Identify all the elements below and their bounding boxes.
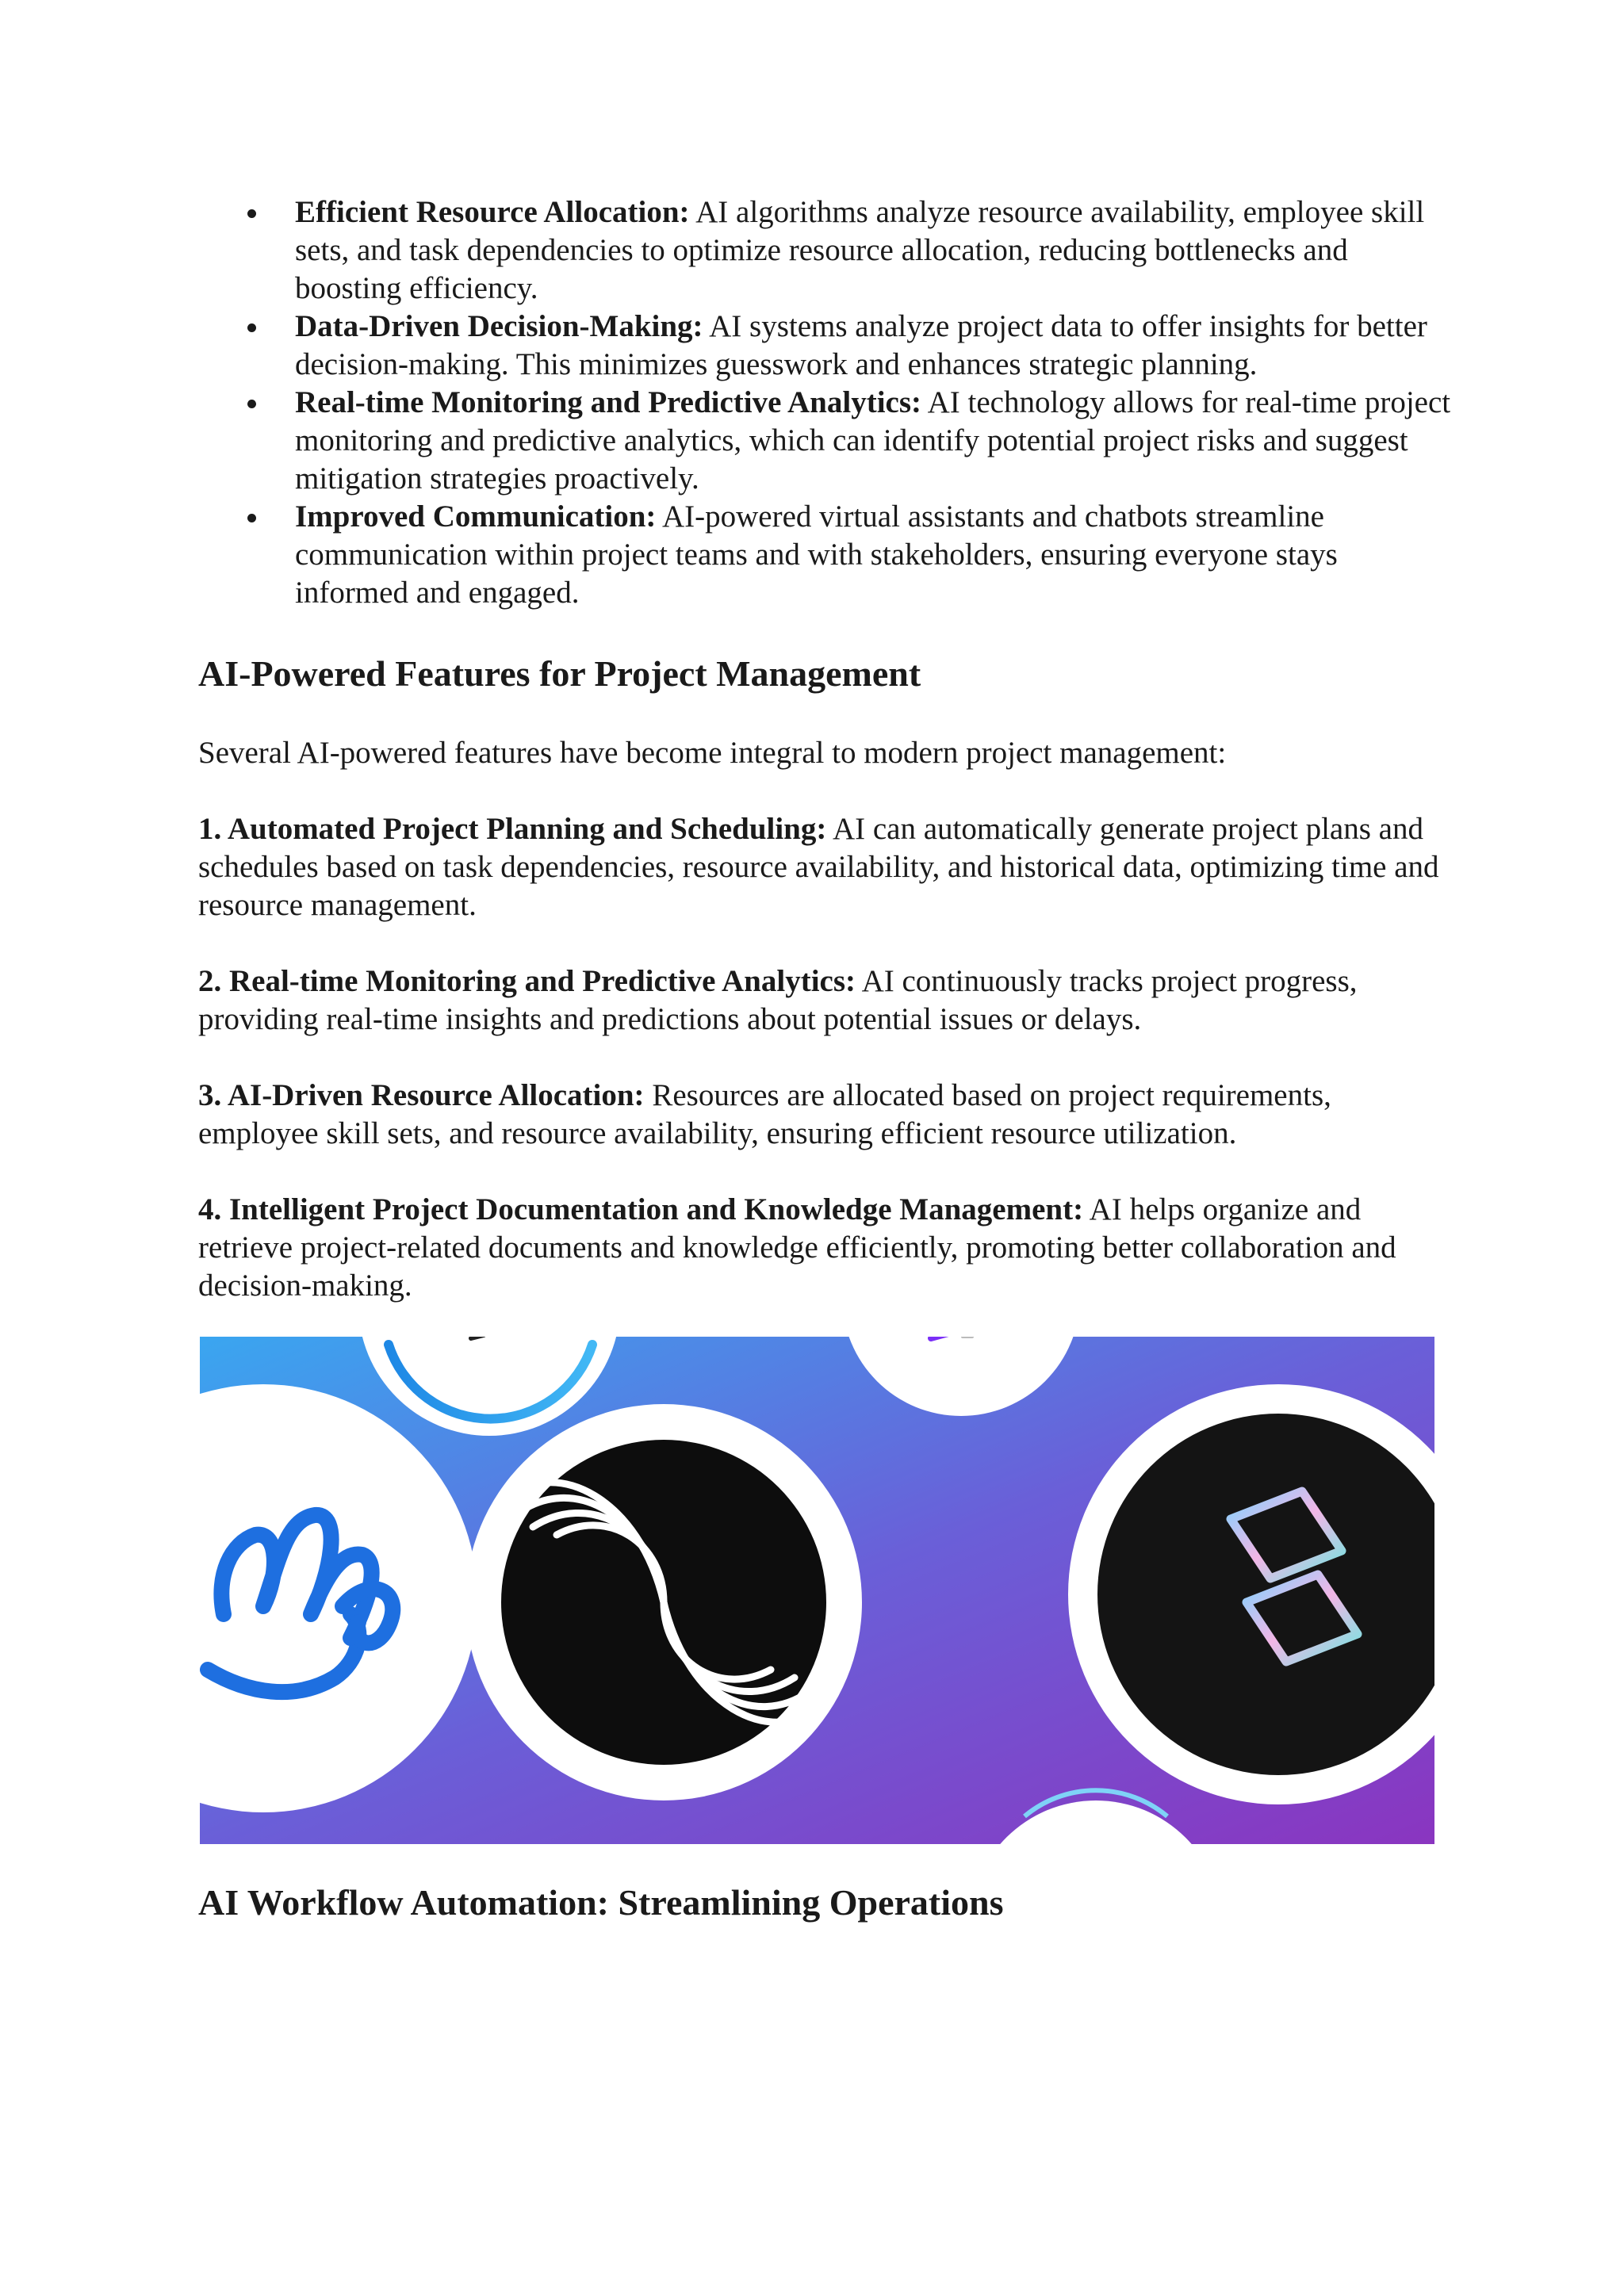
list-item xyxy=(198,308,1451,384)
feature-title: 3. AI-Driven Resource Allocation: xyxy=(198,1078,645,1112)
feature-title: 1. Automated Project Planning and Scheduling: xyxy=(198,812,827,846)
bullet-icon xyxy=(247,514,256,522)
bullet-icon xyxy=(247,323,256,332)
bullet-icon xyxy=(247,209,256,218)
feature-text: Resources are allocated based on project requirements, employee skill sets, and resource availability, ensuring efficient resource utilization. xyxy=(198,1078,1331,1150)
list-item-title: Efficient Resource Allocation: xyxy=(295,195,690,229)
list-item xyxy=(198,193,1451,308)
list-item xyxy=(198,498,1451,612)
feature-paragraph xyxy=(198,962,1451,1039)
feature-title: 2. Real-time Monitoring and Predictive Analytics: xyxy=(198,964,856,998)
list-item-title: Data-Driven Decision-Making: xyxy=(295,309,703,343)
feature-text: AI helps organize and retrieve project-related documents and knowledge efficiently, promoting better collaboration and decision-making. xyxy=(198,1192,1396,1303)
section-heading: AI Workflow Automation: Streamlining Operations xyxy=(198,1882,1004,1923)
list-item-text: AI algorithms analyze resource availability, employee skill sets, and task dependencies to optimize resource allocation, reducing bottlenecks and boosting efficiency. xyxy=(295,195,1425,305)
list-item-text: AI technology allows for real-time project monitoring and predictive analytics, which can identify potential project risks and suggest mitigation strategies proactively. xyxy=(295,385,1451,496)
feature-paragraph xyxy=(198,1191,1451,1305)
list-item xyxy=(198,384,1451,498)
list-item-title: Real-time Monitoring and Predictive Analytics: xyxy=(295,385,921,419)
feature-title: 4. Intelligent Project Documentation and Knowledge Management: xyxy=(198,1192,1084,1226)
section-heading: AI-Powered Features for Project Management xyxy=(198,653,921,694)
list-item-text: AI-powered virtual assistants and chatbots streamline communication within project teams and with stakeholders, ensuring everyone stays informed and engaged. xyxy=(295,499,1338,610)
bullet-icon xyxy=(247,400,256,408)
list-item-text: AI systems analyze project data to offer insights for better decision-making. This minimizes guesswork and enhances strategic planning. xyxy=(295,309,1427,381)
benefits-list xyxy=(198,193,1451,612)
feature-paragraph xyxy=(198,1077,1451,1153)
feature-text: AI continuously tracks project progress, providing real-time insights and predictions about potential issues or delays. xyxy=(198,964,1358,1036)
section-intro: Several AI-powered features have become integral to modern project management: xyxy=(198,736,1227,770)
ai-tools-illustration xyxy=(200,1337,1434,1844)
list-item-title: Improved Communication: xyxy=(295,499,657,534)
feature-text: AI can automatically generate project plans and schedules based on task dependencies, resource availability, and historical data, optimizing time and resource management. xyxy=(198,812,1439,922)
feature-paragraph xyxy=(198,810,1451,924)
spiral-logo-circle xyxy=(465,1404,862,1800)
